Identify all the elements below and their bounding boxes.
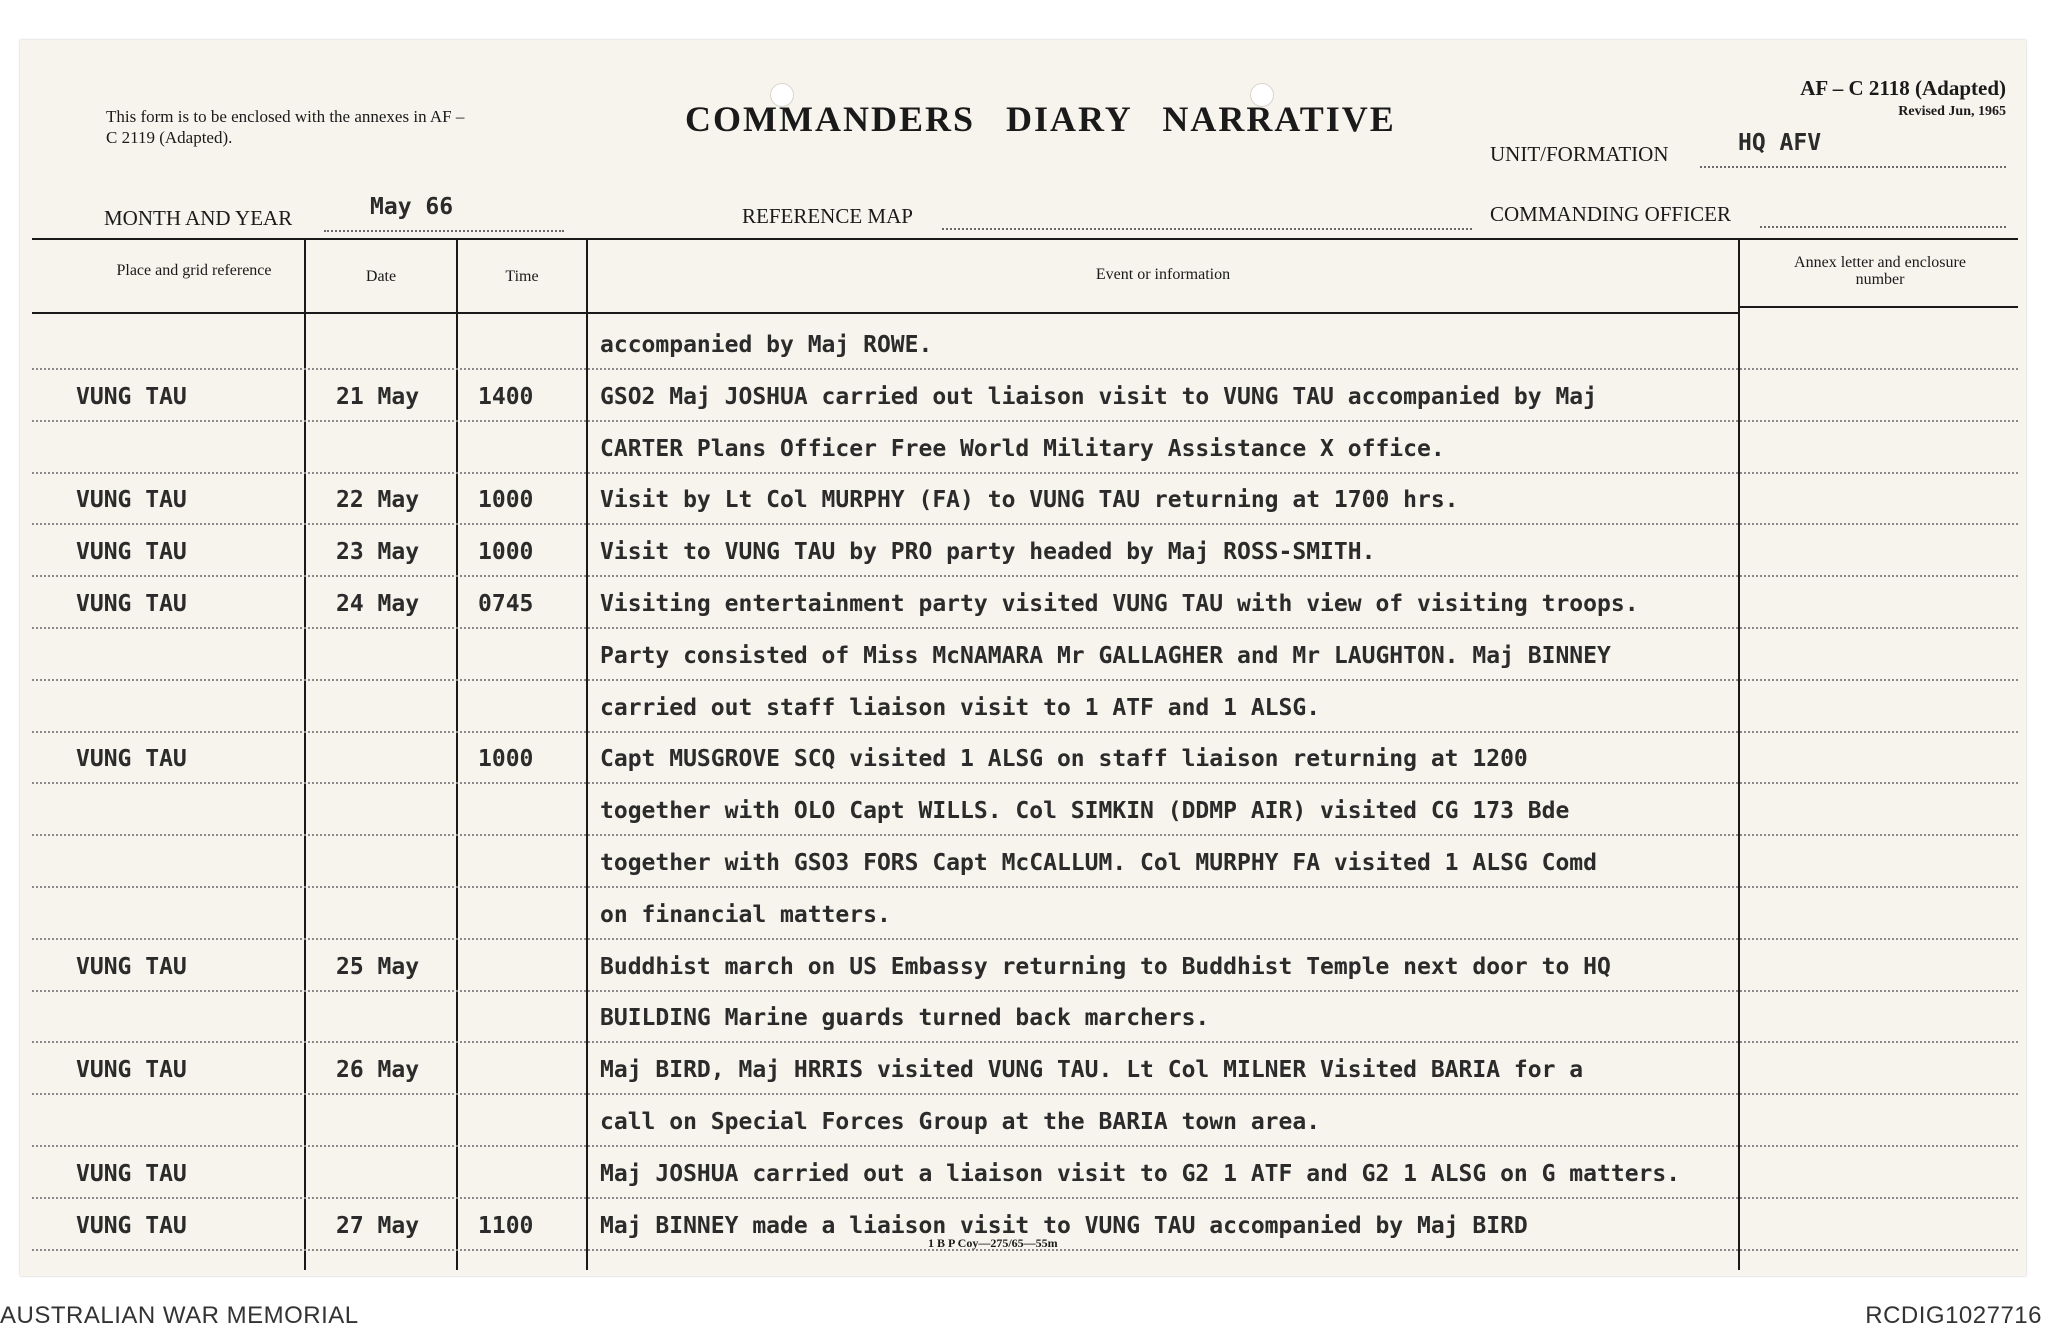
enclosure-note: This form is to be enclosed with the annexes in AF – C 2119 (Adapted). <box>106 107 465 147</box>
row-event: Party consisted of Miss McNAMARA Mr GALLAGHER and Mr LAUGHTON. Maj BINNEY <box>600 643 1611 669</box>
table-row <box>20 786 2026 838</box>
table-row <box>20 993 2026 1045</box>
reference-map-dotted-line <box>942 228 1472 230</box>
row-event: CARTER Plans Officer Free World Military Assistance X office. <box>600 436 1445 462</box>
row-time: 1400 <box>478 384 534 410</box>
table-row <box>20 683 2026 735</box>
table-row <box>20 527 2026 579</box>
row-date: 24 May <box>336 591 420 617</box>
table-row <box>20 475 2026 527</box>
commanding-officer-label: COMMANDING OFFICER <box>1490 202 1731 226</box>
archive-caption-right: RCDIG1027716 <box>1865 1302 2042 1329</box>
month-value: May 66 <box>370 194 454 220</box>
row-date: 25 May <box>336 954 420 980</box>
row-event: Capt MUSGROVE SCQ visited 1 ALSG on staff liaison returning at 1200 <box>600 746 1528 772</box>
column-header-annex: Annex letter and enclosure number <box>1794 254 1966 288</box>
unit-value: HQ AFV <box>1738 130 1822 156</box>
row-event: call on Special Forces Group at the BARIA town area. <box>600 1109 1321 1135</box>
row-place: VUNG TAU <box>76 954 187 980</box>
commanding-officer-dotted-line <box>1760 226 2006 228</box>
row-place: VUNG TAU <box>76 746 187 772</box>
row-event: Visit to VUNG TAU by PRO party headed by Maj ROSS-SMITH. <box>600 539 1376 565</box>
table-row <box>20 838 2026 890</box>
row-place: VUNG TAU <box>76 1213 187 1239</box>
row-place: VUNG TAU <box>76 539 187 565</box>
header-rule-event <box>588 312 1738 314</box>
form-number: AF – C 2118 (Adapted) <box>1800 76 2006 100</box>
table-row <box>20 890 2026 942</box>
column-header-place: Place and grid reference <box>116 262 272 279</box>
row-event: accompanied by Maj ROWE. <box>600 332 933 358</box>
row-event: carried out staff liaison visit to 1 ATF and 1 ALSG. <box>600 695 1321 721</box>
row-dotted-rule <box>32 523 2018 525</box>
row-event: Visit by Lt Col MURPHY (FA) to VUNG TAU returning at 1700 hrs. <box>600 487 1459 513</box>
row-time: 1000 <box>478 746 534 772</box>
row-event: Visiting entertainment party visited VUNG TAU with view of visiting troops. <box>600 591 1639 617</box>
row-date: 21 May <box>336 384 420 410</box>
row-dotted-rule <box>32 834 2018 836</box>
row-event: on financial matters. <box>600 902 891 928</box>
unit-label: UNIT/FORMATION <box>1490 142 1669 166</box>
row-dotted-rule <box>32 679 2018 681</box>
row-date: 26 May <box>336 1057 420 1083</box>
table-row <box>20 734 2026 786</box>
row-dotted-rule <box>32 990 2018 992</box>
row-dotted-rule <box>32 420 2018 422</box>
month-dotted-line <box>324 230 564 232</box>
form-title: COMMANDERS DIARY NARRATIVE <box>685 99 1396 139</box>
row-time: 1000 <box>478 487 534 513</box>
row-event: Buddhist march on US Embassy returning to Buddhist Temple next door to HQ <box>600 954 1611 980</box>
table-top-rule <box>32 238 2018 240</box>
row-time: 1000 <box>478 539 534 565</box>
row-dotted-rule <box>32 1145 2018 1147</box>
row-dotted-rule <box>32 472 2018 474</box>
form-revision: Revised Jun, 1965 <box>1898 104 2006 119</box>
print-code: 1 B P Coy—275/65—55m <box>928 1236 1058 1250</box>
table-row <box>20 424 2026 476</box>
row-event: together with GSO3 FORS Capt McCALLUM. Col MURPHY FA visited 1 ALSG Comd <box>600 850 1597 876</box>
header-rule-date <box>306 312 456 314</box>
header-rule-place <box>32 312 304 314</box>
row-event: GSO2 Maj JOSHUA carried out liaison visit to VUNG TAU accompanied by Maj <box>600 384 1597 410</box>
row-date: 22 May <box>336 487 420 513</box>
row-date: 27 May <box>336 1213 420 1239</box>
table-row <box>20 1149 2026 1201</box>
table-row <box>20 372 2026 424</box>
row-place: VUNG TAU <box>76 487 187 513</box>
row-event: BUILDING Marine guards turned back marchers. <box>600 1005 1210 1031</box>
header-rule-annex <box>1740 306 2018 308</box>
table-row <box>20 631 2026 683</box>
header-rule-time <box>458 312 586 314</box>
row-dotted-rule <box>32 782 2018 784</box>
row-time: 0745 <box>478 591 534 617</box>
archive-caption-left: AUSTRALIAN WAR MEMORIAL <box>0 1302 359 1329</box>
row-dotted-rule <box>32 575 2018 577</box>
row-dotted-rule <box>32 886 2018 888</box>
month-label: MONTH AND YEAR <box>104 206 293 230</box>
row-event: together with OLO Capt WILLS. Col SIMKIN (DDMP AIR) visited CG 173 Bde <box>600 798 1570 824</box>
row-place: VUNG TAU <box>76 1161 187 1187</box>
row-place: VUNG TAU <box>76 384 187 410</box>
row-event: Maj JOSHUA carried out a liaison visit to G2 1 ATF and G2 1 ALSG on G matters. <box>600 1161 1681 1187</box>
row-place: VUNG TAU <box>76 591 187 617</box>
table-row <box>20 942 2026 994</box>
row-dotted-rule <box>32 1093 2018 1095</box>
table-row <box>20 1097 2026 1149</box>
column-header-date: Date <box>365 268 397 285</box>
row-event: Maj BIRD, Maj HRRIS visited VUNG TAU. Lt Col MILNER Visited BARIA for a <box>600 1057 1584 1083</box>
table-row <box>20 579 2026 631</box>
row-dotted-rule <box>32 627 2018 629</box>
row-dotted-rule <box>32 368 2018 370</box>
row-place: VUNG TAU <box>76 1057 187 1083</box>
row-dotted-rule <box>32 731 2018 733</box>
reference-map-label: REFERENCE MAP <box>742 204 913 228</box>
row-dotted-rule <box>32 938 2018 940</box>
row-date: 23 May <box>336 539 420 565</box>
diary-form-page <box>20 40 2026 1276</box>
column-header-event: Event or information <box>1095 266 1231 283</box>
table-row <box>20 1045 2026 1097</box>
table-row <box>20 320 2026 372</box>
column-header-time: Time <box>505 268 539 285</box>
row-event: Maj BINNEY made a liaison visit to VUNG TAU accompanied by Maj BIRD <box>600 1213 1528 1239</box>
unit-dotted-line <box>1700 166 2006 168</box>
row-dotted-rule <box>32 1041 2018 1043</box>
row-time: 1100 <box>478 1213 534 1239</box>
row-dotted-rule <box>32 1197 2018 1199</box>
